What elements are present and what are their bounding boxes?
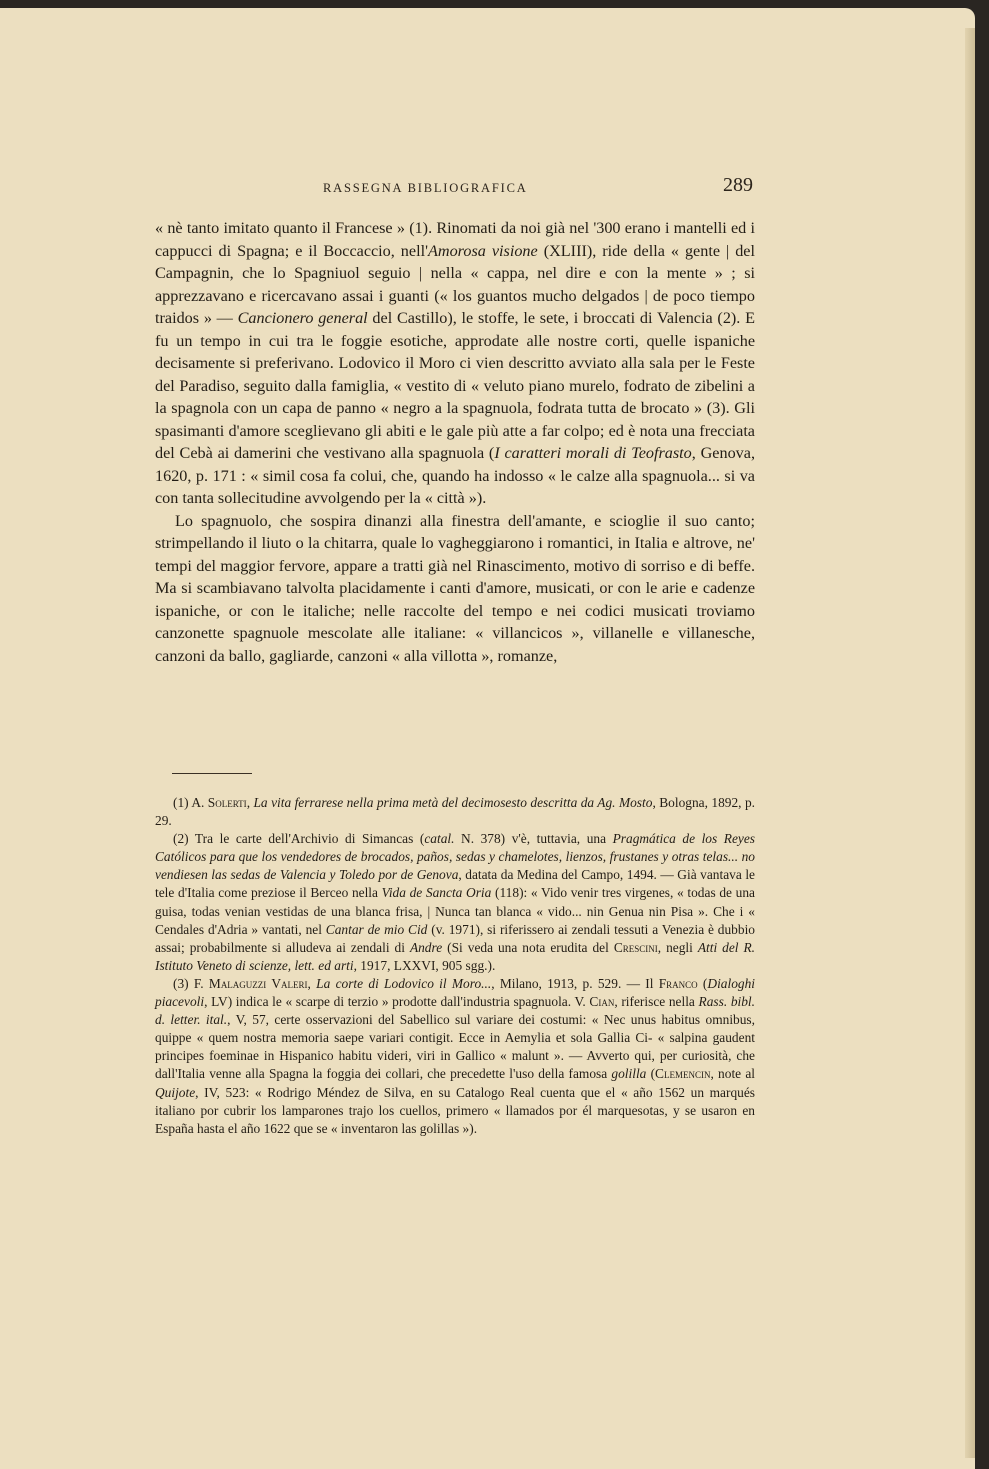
- work-title: Atti del R. Istituto Veneto di scienze, lett. ed arti: [155, 939, 755, 973]
- text-run: (v. 1971), si riferissero ai zendali tessuti a Venezia è dubbio assai; probabilmente si alludeva ai zendali di: [155, 921, 755, 955]
- text-run: , V, 57, certe osservazioni del Sabellico sul variare dei costumi: « Nec unus habitus omnibus, quippe « quem nostra memoria saepe variari contigit. Ecce in Aemylia et sola Gallia Ci- « salpina gaudent principes foeminae in Hispanico habitu videri, viri in Gallico « malunt ». — Avverto qui, per curiosità, che dall'Italia venne alla Spagna la foggia dei collari, che precedette l'uso della famosa: [155, 1012, 755, 1082]
- text-run: (: [646, 1066, 656, 1082]
- paragraph-2: Lo spagnuolo, che sospira dinanzi alla finestra dell'amante, e scioglie il suo canto; strimpellando il liuto o la chitarra, quale lo vagheggiarono i romantici, in Italia e altrove, ne' tempi del maggior fervore, appare a tratti già nel Rinascimento, motivo di sorriso e di beffe. Ma si scambiavano talvolta placidamente i canti d'amore, musicati, or con le arie e cadenze ispaniche, or con le italiche; nelle raccolte del tempo e nei codici musicati troviamo canzonette spagnuole mescolate alle italiane: « villancicos », villanelle e villanesche, canzoni da ballo, gagliarde, canzoni « alla villotta », romanze,: [155, 511, 755, 665]
- text-run: (3) F.: [173, 975, 209, 991]
- text-run: , 1917, LXXVI, 905 sgg.).: [353, 957, 496, 973]
- work-title: Rass. bibl. d. letter. ital.: [155, 994, 755, 1028]
- author-name: Solerti: [207, 795, 247, 810]
- paragraph-1: [155, 217, 755, 510]
- work-title: La vita ferrarese nella prima metà del decimosesto descritta da Ag. Mosto: [253, 795, 653, 810]
- footnote-divider: [172, 773, 252, 774]
- place-name: Andre: [409, 939, 443, 955]
- text-run: , datata da Medina del Campo, 1494. — Già vantava le tele d'Italia come preziose il Berceo nella: [155, 867, 755, 901]
- text-run: (Si veda una nota erudita del: [442, 939, 614, 955]
- text-run: , negli: [657, 939, 698, 955]
- footnotes: [155, 794, 755, 1138]
- author-name: Crescini: [613, 939, 658, 955]
- text-run: ,: [307, 975, 317, 991]
- author-name: Clemencin: [655, 1066, 711, 1082]
- work-title: Cancionero general: [237, 309, 368, 327]
- work-title: La corte di Lodovico il Moro...: [316, 975, 492, 991]
- work-title: Pragmática de los Reyes Católicos para que los vendedores de brocados, paños, sedas y chamelotes, lienzos, frustanes y otras telas... no vendiesen las sedas de Valencia y Toledo por de Genova: [155, 831, 755, 883]
- term: golilla: [611, 1066, 647, 1082]
- book-page: [0, 8, 975, 1469]
- text-run: , Genova, 1620, p. 171 : « simil cosa fa colui, che, quando ha indosso « le calze alla spagnuola... si va con tanta sollecitudine avvolgendo per la « città »).: [155, 444, 755, 507]
- footnote-1: [155, 794, 755, 830]
- author-name: Cian: [589, 994, 615, 1010]
- work-title: Quijote: [155, 1084, 196, 1100]
- footnote-2: [155, 830, 755, 975]
- text-run: , riferisce nella: [614, 994, 699, 1010]
- page-number: 289: [723, 174, 753, 196]
- text-run: (1) A.: [173, 795, 208, 810]
- text-run: N. 378) v'è, tuttavia, una: [454, 831, 613, 847]
- text-run: « nè tanto imitato quanto il Francese » (1). Rinomati da noi già nel '300 erano i mantelli ed i cappucci di Spagna; e il Boccaccio, nell': [155, 219, 755, 260]
- work-title: Dialoghi piacevoli: [155, 975, 756, 1010]
- abbrev: catal.: [424, 831, 455, 847]
- work-title: Amorosa visione: [428, 241, 538, 260]
- text-run: (118): « Vido venir tres virgenes, « todas de una guisa, todas venian vestidas de una blanca frisa, | Nunca tan blanca « vido... nin Genua nin Pisa ». Che i « Cendales d'Adria » vantati, nel: [155, 885, 755, 937]
- author-name: Malaguzzi Valeri: [208, 975, 308, 991]
- author-name: Franco: [658, 975, 698, 991]
- work-title: I caratteri morali di Teofrasto: [494, 444, 692, 462]
- text-run: , Bologna, 1892, p. 29.: [155, 795, 756, 829]
- text-run: (2) Tra le carte dell'Archivio di Simancas (: [173, 831, 425, 847]
- work-title: Vida de Sancta Oria: [381, 885, 492, 901]
- page-header: [155, 174, 755, 200]
- main-text: [155, 217, 755, 667]
- text-run: ,: [246, 795, 254, 810]
- text-run: (XLIII), ride della « gente | del Campagnin, che lo Spagniuol seguio | nella « cappa, nel dire e con la mente » ; si apprezzavano e ricercavano assai i guanti (« los guantos mucho delgados | de poco tiempo traidos » —: [155, 241, 755, 327]
- text-run: (: [697, 975, 708, 991]
- footnote-3: [155, 975, 755, 1138]
- work-title: Cantar de mio Cid: [325, 921, 428, 937]
- text-run: , LV) indica le « scarpe di terzio » prodotte dall'industria spagnuola. V.: [204, 994, 590, 1010]
- running-title: RASSEGNA BIBLIOGRAFICA: [323, 181, 528, 195]
- text-run: , Milano, 1913, p. 529. — Il: [491, 975, 659, 991]
- text-run: , note al: [710, 1066, 755, 1082]
- text-run: , IV, 523: « Rodrigo Méndez de Silva, en su Catalogo Real cuenta que el « año 1562 un marqués italiano por cubrir los lamparones trajo los cuellos, primero « llamados por él marquesotas, y se usaron en España hasta el año 1622 que se « inventaron las golillas »).: [155, 1084, 755, 1136]
- text-run: del Castillo), le stoffe, le sete, i broccati di Valencia (2). E fu un tempo in cui tra le foggie esotiche, approdate alle nostre corti, quelle ispaniche decisamente si preferivano. Lodovico il Moro ci vien descritto avviato alla sala per le Feste del Paradiso, seguito dalla famiglia, « vestito di « veluto piano murelo, fodrato de zibelini a la spagnola con un capa de panno « negro a la spagnuola, fodrata tutta de brocato » (3). Gli spasimanti d'amore sceglievano gli abiti e le gale più atte a far colpo; ed è nota una frecciata del Cebà ai damerini che vestivano alla spagnuola (: [155, 309, 755, 462]
